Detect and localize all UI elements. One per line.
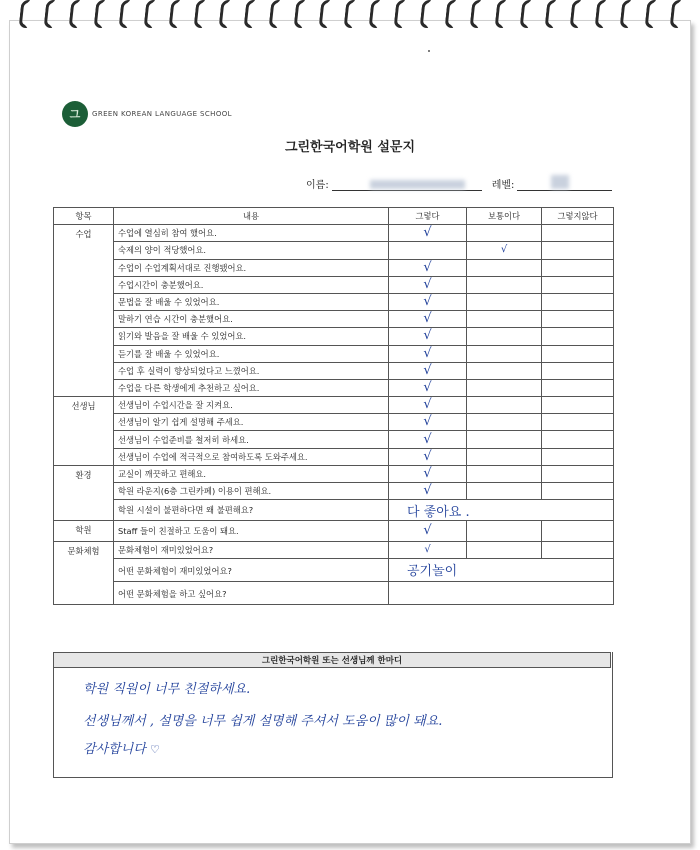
category-cell: 학원 [54,521,114,541]
binding-ring-icon [494,0,506,28]
binding-ring-icon [369,0,381,28]
binding-ring-icon [619,0,631,28]
binding-ring-icon [569,0,581,28]
answer-cell-보통이다 [467,448,542,465]
binding-ring-icon [669,0,681,28]
redacted-level [551,175,569,189]
check-mark: √ [389,225,467,242]
check-mark: √ [389,397,467,414]
answer-cell-그렇지않다 [542,259,614,276]
answer-cell-그렇지않다 [542,483,614,500]
table-row [54,500,614,521]
school-name: GREEN KOREAN LANGUAGE SCHOOL [92,110,232,118]
table-row [54,362,614,379]
answer-cell-그렇다 [389,242,467,259]
check-mark: √ [389,328,467,345]
answer-cell-그렇지않다 [542,276,614,293]
question-cell: 선생님이 수업에 적극적으로 참여하도록 도와주세요. [114,448,389,465]
binding-ring-icon [244,0,256,28]
answer-cell-보통이다 [467,362,542,379]
answer-cell-보통이다 [467,345,542,362]
question-cell: 수업 후 실력이 향상되었다고 느꼈어요. [114,362,389,379]
answer-cell-보통이다 [467,483,542,500]
category-cell: 수업 [54,225,114,397]
level-label: 레벨: [491,180,515,191]
answer-cell-그렇지않다 [542,414,614,431]
binding-ring-icon [394,0,406,28]
answer-cell-보통이다 [467,311,542,328]
comment-line-1: 학원 직원이 너무 친절하세요. [83,682,251,697]
binding-ring-icon [419,0,431,28]
name-level-line [306,176,612,191]
question-cell: Staff 들이 친절하고 도움이 돼요. [114,521,389,541]
question-cell: 어떤 문화체험을 하고 싶어요? [114,581,389,604]
binding-ring-icon [444,0,456,28]
table-row [54,259,614,276]
answer-cell-보통이다 [467,259,542,276]
binding-ring-icon [19,0,31,28]
page-title: 그린한국어학원 설문지 [284,140,416,155]
answer-cell-그렇지않다 [542,345,614,362]
table-row [54,465,614,482]
binding-ring-icon [194,0,206,28]
table-row [54,521,614,541]
school-logo [62,101,232,127]
answer-cell-보통이다 [467,397,542,414]
question-cell: 수업시간이 충분했어요. [114,276,389,293]
category-cell: 선생님 [54,397,114,466]
answer-cell-그렇지않다 [542,465,614,482]
binding-ring-icon [644,0,656,28]
answer-cell-그렇지않다 [542,328,614,345]
answer-cell-그렇지않다 [542,225,614,242]
check-mark: √ [467,242,542,259]
comment-heading: 그린한국어학원 또는 선생님께 한마디 [53,652,611,668]
written-answer: 다 좋아요 . [389,500,614,521]
table-row [54,242,614,259]
table-row [54,276,614,293]
question-cell: 수업을 다른 학생에게 추천하고 싶어요. [114,379,389,396]
answer-cell-그렇지않다 [542,448,614,465]
question-cell: 교실이 깨끗하고 편해요. [114,465,389,482]
answer-cell-보통이다 [467,328,542,345]
table-row [54,311,614,328]
table-row [54,345,614,362]
question-cell: 숙제의 양이 적당했어요. [114,242,389,259]
answer-cell-그렇지않다 [542,379,614,396]
check-mark: √ [389,465,467,482]
check-mark: √ [389,541,467,558]
table-row [54,379,614,396]
answer-cell-보통이다 [467,225,542,242]
level-field [517,179,612,191]
answer-cell-보통이다 [467,293,542,310]
column-header: 보통이다 [467,208,542,225]
answer-cell-보통이다 [467,431,542,448]
question-cell: 선생님이 수업시간을 잘 지켜요. [114,397,389,414]
binding-ring-icon [119,0,131,28]
heart-icon: ♡ [149,743,160,756]
table-row [54,483,614,500]
binding-ring-icon [294,0,306,28]
answer-cell-보통이다 [467,276,542,293]
column-header: 항목 [54,208,114,225]
spiral-binding [20,0,680,34]
table-row [54,225,614,242]
category-cell: 문화체험 [54,541,114,605]
binding-ring-icon [469,0,481,28]
comment-line-2: 선생님께서 , 설명을 너무 쉽게 설명해 주셔서 도움이 많이 돼요. [83,714,443,729]
question-cell: 학원 시설이 불편하다면 왜 불편해요? [114,500,389,521]
binding-ring-icon [594,0,606,28]
table-row [54,581,614,604]
category-cell: 환경 [54,465,114,521]
answer-cell [467,541,542,558]
answer-cell [389,581,614,604]
table-row [54,558,614,581]
paper-speck [428,50,430,52]
answer-cell-보통이다 [467,379,542,396]
check-mark: √ [389,414,467,431]
name-field [332,179,482,191]
question-cell: 수업이 수업계획서대로 진행됐어요. [114,259,389,276]
check-mark: √ [389,362,467,379]
table-row [54,328,614,345]
check-mark: √ [389,293,467,310]
question-cell: 학원 라운지(6층 그린카페) 이용이 편해요. [114,483,389,500]
logo-mark-icon: 그 [62,101,88,127]
column-header: 내용 [114,208,389,225]
binding-ring-icon [319,0,331,28]
check-mark: √ [389,345,467,362]
answer-cell [467,521,542,541]
survey-table [53,207,614,605]
question-cell: 선생님이 수업준비를 철저히 하세요. [114,431,389,448]
table-row [54,293,614,310]
question-cell: 수업에 열심히 참여 했어요. [114,225,389,242]
name-label: 이름: [306,180,329,191]
answer-cell-그렇지않다 [542,431,614,448]
check-mark: √ [389,259,467,276]
check-mark: √ [389,379,467,396]
binding-ring-icon [69,0,81,28]
redacted-name [370,180,465,189]
question-cell: 어떤 문화체험이 재미있었어요? [114,558,389,581]
answer-cell-그렇지않다 [542,362,614,379]
answer-cell-보통이다 [467,414,542,431]
table-row [54,431,614,448]
binding-ring-icon [269,0,281,28]
table-header-row [54,208,614,225]
comment-line-3 [83,738,160,757]
question-cell: 말하기 연습 시간이 충분했어요. [114,311,389,328]
table-row [54,397,614,414]
binding-ring-icon [169,0,181,28]
table-row [54,448,614,465]
written-answer: 공기놀이 [389,558,614,581]
table-row [54,541,614,558]
question-cell: 문화체험이 재미있었어요? [114,541,389,558]
check-mark: √ [389,521,467,541]
answer-cell-그렇지않다 [542,242,614,259]
binding-ring-icon [44,0,56,28]
check-mark: √ [389,431,467,448]
column-header: 그렇지않다 [542,208,614,225]
answer-cell-보통이다 [467,465,542,482]
binding-ring-icon [344,0,356,28]
binding-ring-icon [519,0,531,28]
answer-cell-그렇지않다 [542,311,614,328]
check-mark: √ [389,448,467,465]
question-cell: 선생님이 알기 쉽게 설명해 주세요. [114,414,389,431]
answer-cell [542,521,614,541]
question-cell: 듣기를 잘 배울 수 있었어요. [114,345,389,362]
column-header: 그렇다 [389,208,467,225]
check-mark: √ [389,311,467,328]
thanks-text: 감사합니다 [83,742,146,757]
answer-cell-그렇지않다 [542,293,614,310]
table-row [54,414,614,431]
check-mark: √ [389,276,467,293]
check-mark: √ [389,483,467,500]
binding-ring-icon [219,0,231,28]
question-cell: 문법을 잘 배울 수 있었어요. [114,293,389,310]
binding-ring-icon [144,0,156,28]
binding-ring-icon [544,0,556,28]
answer-cell [542,541,614,558]
binding-ring-icon [94,0,106,28]
answer-cell-그렇지않다 [542,397,614,414]
question-cell: 읽기와 발음을 잘 배울 수 있었어요. [114,328,389,345]
